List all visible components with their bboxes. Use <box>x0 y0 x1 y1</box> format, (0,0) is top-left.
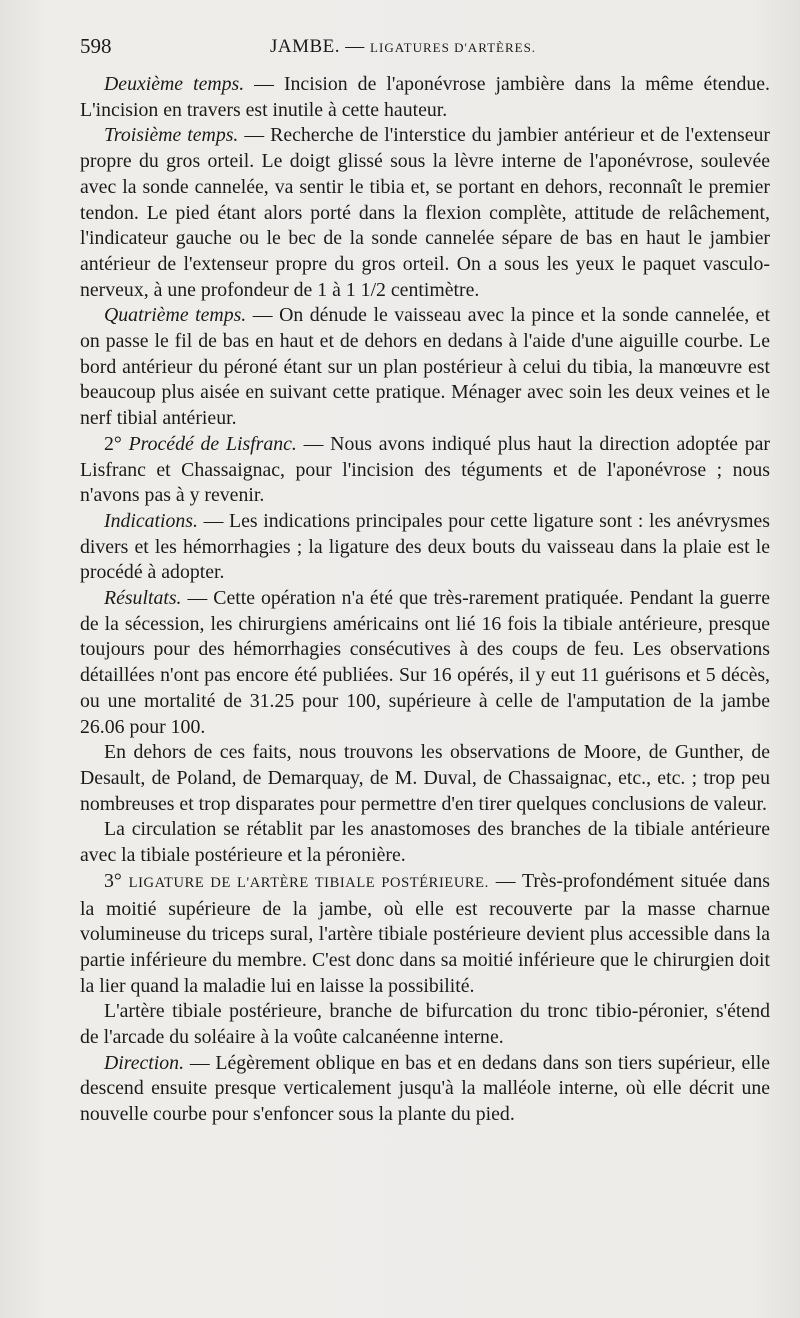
paragraph-text: L'artère tibiale postérieure, branche de bifurcation du tronc tibio-péronier, s'étend de l'arcade du soléaire à la voûte calcanéenne interne. <box>80 1000 770 1049</box>
paragraph-procede-lisfranc <box>80 432 770 509</box>
paragraph-text: — Très-profondément située dans la moitié supérieure de la jambe, où elle est recouverte par la masse charnue volumineuse du triceps sural, l'artère tibiale postérieure devient plus accessible dans la partie inférieure du membre. C'est donc dans sa moitié inférieure que le chirurgien doit la lier quand la maladie lui en laisse la possibilité. <box>80 869 771 997</box>
paragraph-lead: Direction. <box>104 1051 185 1074</box>
paragraph-lead: Indications. <box>104 509 198 532</box>
paragraph-indications <box>80 509 770 586</box>
paragraph-prefix: 3° <box>104 869 129 892</box>
paragraph-prefix: 2° <box>104 432 129 455</box>
paragraph-text: — Légèrement oblique en bas et en dedans dans son tiers supérieur, elle descend ensuite presque verticalement jusqu'à la malléole interne, où elle décrit une nouvelle courbe pour s'enfoncer sous la plante du pied. <box>80 1051 770 1126</box>
running-title-separator: — <box>340 36 371 57</box>
paragraph-lead: Deuxième temps. <box>104 73 245 95</box>
section-heading: LIGATURE DE L'ARTÈRE TIBIALE POSTÉRIEURE. <box>128 874 489 891</box>
paragraph-text: — Recherche de l'interstice du jambier antérieur et de l'extenseur propre du gros orteil. Le doigt glissé sous la lèvre interne de l'aponévrose, soulevée avec la sonde cannelée, va sentir le tibia et, se portant en dehors, reconnaît le premier tendon. Le pied étant alors porté dans la flexion complète, attitude de relâchement, l'indicateur gauche ou le bec de la sonde cannelée sépare de bas en haut le jambier antérieur de l'extenseur propre du gros orteil. On a sous les yeux le paquet vasculo-nerveux, à une profondeur de 1 à 1 1/2 centimètre. <box>80 124 770 301</box>
paragraph-deuxieme-temps <box>80 72 770 123</box>
paragraph-circulation <box>80 817 770 868</box>
paragraph-direction <box>80 1051 770 1128</box>
paragraph-text: — Incision de l'aponévrose jambière dans la même étendue. L'incision en travers est inutile à cette hauteur. <box>80 73 770 121</box>
paragraph-lead: Procédé de Lisfranc. <box>128 432 297 455</box>
paragraph-text: — Cette opération n'a été que très-rarement pratiquée. Pendant la guerre de la sécession, les chirurgiens américains ont lié 16 fois la tibiale antérieure, presque toujours pour des hémorrhagies consécutives à des coups de feu. Les observations détaillées n'ont pas encore été publiées. Sur 16 opérés, il y eut 11 guérisons et 5 décès, ou une mortalité de 31.25 pour 100, supérieure à celle de l'amputation de la jambe 26.06 pour 100. <box>80 587 770 738</box>
paragraph-resultats <box>80 586 770 740</box>
paragraph-lead: Résultats. <box>104 587 182 610</box>
running-title-sub: LIGATURES D'ARTÈRES. <box>370 40 537 55</box>
paragraph-text: En dehors de ces faits, nous trouvons les observations de Moore, de Gunther, de Desault, de Poland, de Demarquay, de M. Duval, de Chassaignac, etc., etc. ; trop peu nombreuses et trop disparates pour permettre d'en tirer quelques conclusions de valeur. <box>80 741 770 815</box>
page-body <box>80 72 770 1128</box>
paragraph-lead: Quatrième temps. <box>104 304 247 327</box>
paragraph-troisieme-temps <box>80 123 770 303</box>
paragraph-text: — Les indications principales pour cette ligature sont : les anévrysmes divers et les hémorrhagies ; la ligature des deux bouts du vaisseau dans la plaie est le procédé à adopter. <box>80 509 770 584</box>
running-header <box>80 34 760 62</box>
paragraph-observations <box>80 740 770 817</box>
paragraph-artere-description <box>80 999 770 1050</box>
running-title-main: JAMBE. <box>270 36 341 57</box>
paragraph-text: La circulation se rétablit par les anastomoses des branches de la tibiale antérieure avec la tibiale postérieure et la péronière. <box>80 818 770 867</box>
paragraph-ligature-tibiale-posterieure <box>80 869 770 1000</box>
paragraph-text: — Nous avons indiqué plus haut la direction adoptée par Lisfranc et Chassaignac, pour l'incision des téguments et de l'aponévrose ; nous n'avons pas à y revenir. <box>80 432 770 507</box>
running-title <box>270 36 536 58</box>
page-number: 598 <box>80 34 112 58</box>
paragraph-lead: Troisième temps. <box>104 124 239 147</box>
paragraph-quatrieme-temps <box>80 303 770 432</box>
paragraph-text: — On dénude le vaisseau avec la pince et la sonde cannelée, et on passe le fil de bas en haut et de dehors en dedans à l'aide d'une aiguille courbe. Le bord antérieur du péroné étant sur un plan postérieur à celui du tibia, la manœuvre est beaucoup plus aisée en suivant cette pratique. Ménager avec soin les deux veines et le nerf tibial antérieur. <box>80 304 770 430</box>
